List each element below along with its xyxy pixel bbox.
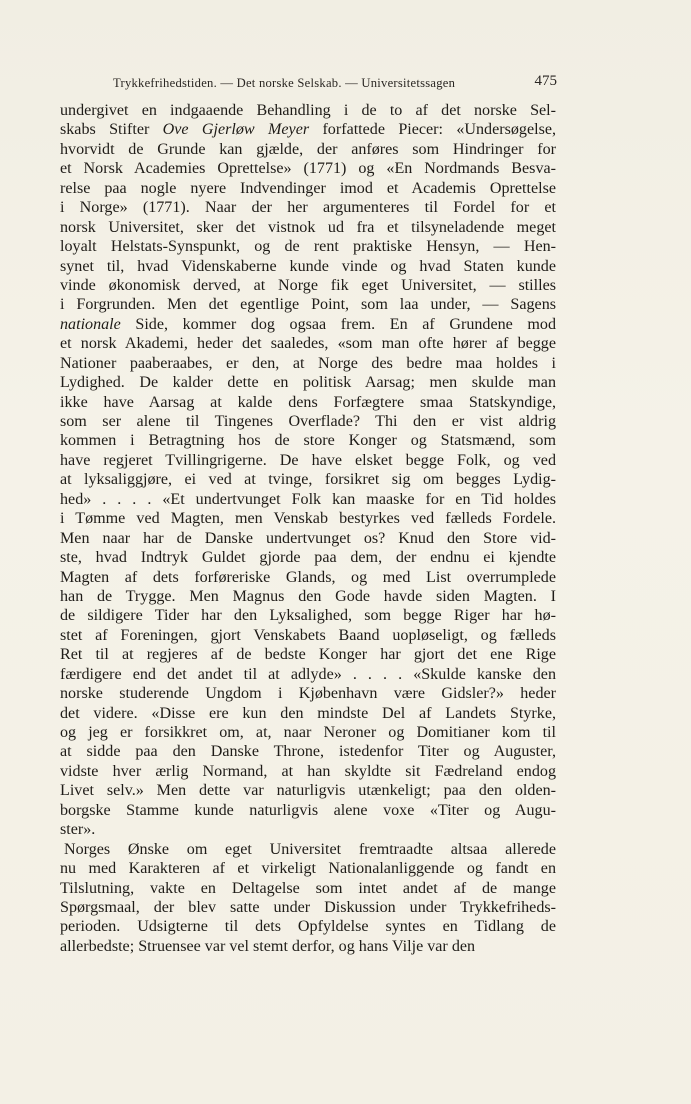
text-line: hed» . . . . «Et undertvunget Folk kan maaske for en Tid holdes bbox=[60, 490, 556, 508]
text-line: vinde økonomisk derved, at Norge fik eget Universitet, — stilles bbox=[60, 276, 556, 294]
text-line: skabs Stifter Ove Gjerløw Meyer forfattede Piecer: «Undersøgelse, bbox=[60, 121, 557, 139]
text-line: færdigere end det andet til at adlyde» . . . . «Skulde kanske den bbox=[60, 665, 556, 683]
text-line: Nationer paaberaabes, er den, at Norge des bedre maa holdes i bbox=[60, 354, 556, 372]
text-line: at sidde paa den Danske Throne, istedenfor Titer og Auguster, bbox=[60, 743, 556, 761]
text-line: Men naar har de Danske undertvunget os? Knud den Store vid- bbox=[60, 529, 556, 547]
text-line: i Tømme ved Magten, men Venskab bestyrkes ved fælleds Fordele. bbox=[60, 510, 556, 528]
page-number: 475 bbox=[534, 73, 557, 89]
text-line: Livet selv.» Men dette var naturligvis utænkeligt; paa den olden- bbox=[60, 782, 556, 800]
text-line: undergivet en indgaaende Behandling i de to af det norske Sel- bbox=[60, 102, 556, 119]
text-line: perioden. Udsigterne til dets Opfyldelse syntes en Tidlang de bbox=[60, 918, 556, 936]
text-line: have regjeret Tvillingrigerne. De have elsket begge Folk, og ved bbox=[60, 451, 556, 469]
text-line: at lyksaliggjøre, ei ved at tvinge, forsikret sig om begges Lydig- bbox=[60, 471, 556, 489]
text-line: norsk Universitet, sker det vistnok ud fra et tilsyneladende meget bbox=[60, 218, 556, 236]
text-line: Lydighed. De kalder dette en politisk Aarsag; men skulde man bbox=[60, 374, 556, 392]
text-line: i Forgrunden. Men det egentlige Point, som laa under, — Sagens bbox=[60, 296, 556, 314]
text-line: Ret til at regjeres af de bedste Konger har gjort det ene Rige bbox=[60, 646, 556, 664]
text-line: Magten af dets forføreriske Glands, og med List overrumplede bbox=[60, 568, 556, 586]
text-line: Spørgsmaal, der blev satte under Diskussion under Trykkefriheds- bbox=[60, 898, 556, 916]
body-text bbox=[60, 101, 556, 956]
text-line: som ser alene til Tingenes Overflade? Thi den er vist aldrig bbox=[60, 413, 556, 430]
text-line: vidste hver ærlig Normand, at han skyldte sit Fædreland endog bbox=[60, 762, 556, 780]
text-line: og jeg er forsikkret om, at, naar Neroner og Domitianer kom til bbox=[60, 724, 556, 741]
text-line: stet af Foreningen, gjort Venskabets Baand uopløseligt, og fælleds bbox=[60, 626, 556, 644]
running-title: Trykkefrihedstiden. — Det norske Selskab. — Universitetssagen bbox=[113, 76, 456, 90]
text-line: relse paa nogle nyere Indvendinger imod et Academis Oprettelse bbox=[60, 179, 556, 197]
text-line: Norges Ønske om eget Universitet fremtraadte altsaa allerede bbox=[64, 840, 556, 858]
text-line: borgske Stamme kunde naturligvis alene voxe «Titer og Augu- bbox=[60, 801, 556, 819]
text-line: ste, hvad Indtryk Guldet gjorde paa dem, der endnu ei kjendte bbox=[60, 549, 556, 567]
text-line: de sildigere Tider har den Lyksalighed, som begge Riger har hø- bbox=[60, 607, 556, 625]
text-line: nu med Karakteren af et virkeligt Nationalanliggende og fandt en bbox=[60, 860, 556, 878]
text-line: loyalt Helstats-Synspunkt, og de rent praktiske Hensyn, — Hen- bbox=[60, 238, 556, 256]
text-line: hvorvidt de Grunde kan gjælde, der anføres som Hindringer for bbox=[60, 140, 556, 158]
text-line: et Norsk Academies Oprettelse» (1771) og «En Nordmands Besva- bbox=[60, 160, 556, 178]
running-header bbox=[97, 73, 557, 100]
text-line: han de Trygge. Men Magnus den Gode havde siden Magten. I bbox=[60, 587, 556, 605]
text-line: allerbedste; Struensee var vel stemt derfor, og hans Vilje var den bbox=[60, 937, 476, 955]
text-line: et norsk Akademi, heder det saaledes, «som man ofte hører af begge bbox=[60, 335, 556, 353]
text-line: det videre. «Disse ere kun den mindste Del af Landets Styrke, bbox=[60, 704, 556, 722]
text-line: Tilslutning, vakte en Deltagelse som intet andet af de mange bbox=[60, 879, 556, 897]
text-line: kommen i Betragtning hos de store Konger og Statsmænd, som bbox=[60, 432, 556, 450]
text-line: norske studerende Ungdom i Kjøbenhavn være Gidsler?» heder bbox=[60, 685, 556, 703]
text-line: synet til, hvad Videnskaberne kunde vinde og hvad Staten kunde bbox=[60, 257, 556, 275]
text-line: ster». bbox=[60, 821, 96, 839]
text-line: ikke have Aarsag at kalde dens Forfægtere smaa Statskyndige, bbox=[60, 393, 556, 411]
text-line: nationale Side, kommer dog ogsaa frem. En af Grundene mod bbox=[60, 315, 556, 333]
text-line: i Norge» (1771). Naar der her argumenteres til Fordel for et bbox=[60, 199, 556, 217]
